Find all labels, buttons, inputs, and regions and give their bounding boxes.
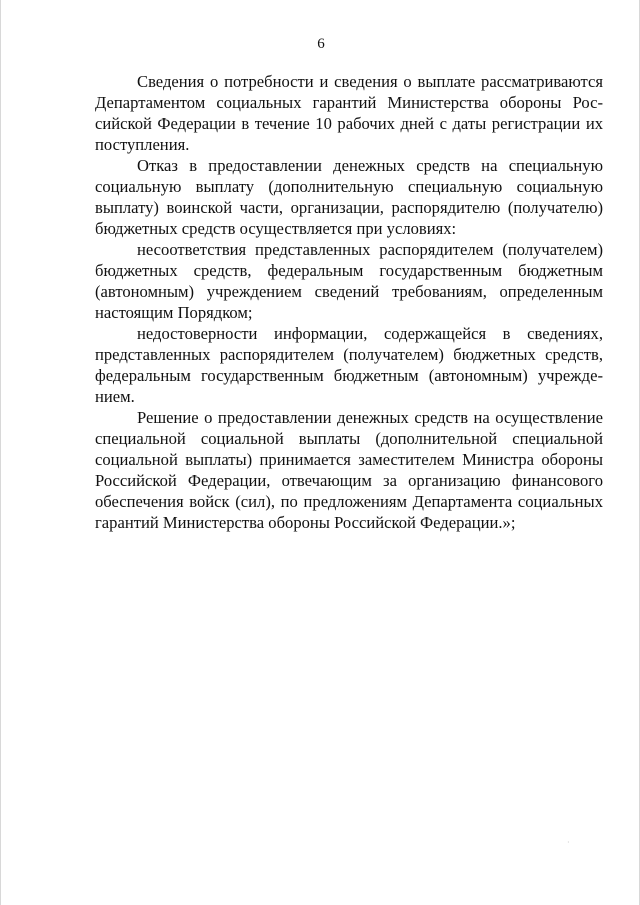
paragraph-refusal-conditions: Отказ в предоставлении денежных средств на специальную социальную выплату (дополнительную специальную социальную выплату) воинской части, организации, распорядителю (получателю) бюджетных средств осуществляется при условиях: [95,156,603,238]
paragraph-decision: Решение о предоставлении денежных средств на осуществление специальной социальной выплаты (дополнительной специальной социальной выплаты) принимается заместителем Министра обороны Российской Федерации, отвечающим за организацию финансового обеспечения войск (сил), по предложениям Департамента социальных гарантий Министерства обороны Российской Федерации.»; [95,408,603,532]
page-number: 6 [317,36,325,52]
document-body [95,71,603,533]
paragraph-review-period: Сведения о потребности и сведения о выплате рассматриваются Департаментом социальных гарантий Министерства обороны Российской Федерации в течение 10 рабочих дней с даты регистрации их поступления. [95,72,603,154]
paragraph-condition-nonconformity: несоответствия представленных распорядителем (получателем) бюджетных средств, федеральным государственным бюджетным (автономным) учреждением сведений требованиям, определенным настоящим Порядком; [95,240,603,322]
paragraph-condition-inaccuracy: недостоверности информации, содержащейся в сведениях, представленных распорядителем (получателем) бюджетных средств, федеральным государственным бюджетным (автономным) учреждением. [95,324,603,406]
scan-speck: · [567,838,570,847]
